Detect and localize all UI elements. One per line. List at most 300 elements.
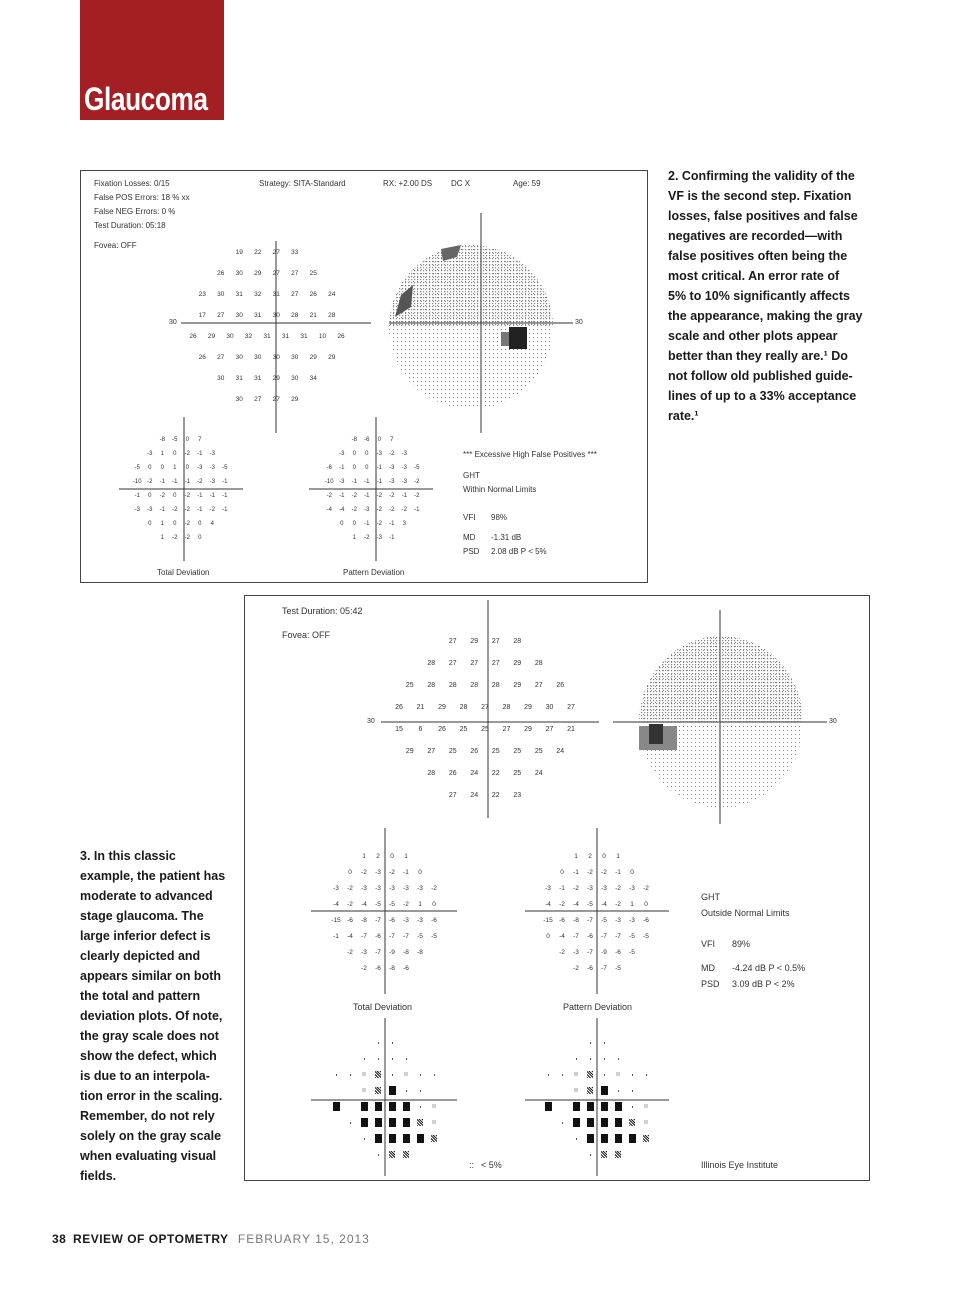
- grid-value: -3: [147, 507, 153, 513]
- grid-value: 21: [416, 704, 425, 711]
- grid-value: -5: [172, 437, 178, 443]
- grid-value: 0: [352, 521, 356, 527]
- grid-value: -9: [389, 949, 395, 956]
- grid-value: -3: [389, 479, 395, 485]
- grid-value: -7: [615, 933, 621, 940]
- grid-value: -1: [364, 479, 370, 485]
- probability-symbol: [375, 1087, 381, 1094]
- grid-value: 15: [395, 726, 403, 733]
- grid-value: 27: [491, 660, 500, 667]
- grid-value: 31: [272, 291, 280, 298]
- probability-symbol: [336, 1074, 338, 1076]
- grid-value: 29: [207, 333, 216, 340]
- probability-symbol: [601, 1134, 608, 1143]
- grid-value: -2: [376, 493, 382, 499]
- grid-value: 30: [272, 312, 280, 319]
- probability-symbol: [646, 1074, 648, 1076]
- grid-value: 30: [226, 333, 234, 340]
- grid-value: -1: [559, 885, 565, 892]
- grid-value: -3: [376, 451, 382, 457]
- grid-value: -2: [361, 965, 367, 972]
- grid-value: 0: [185, 465, 189, 471]
- grid-value: 0: [418, 869, 422, 876]
- grid-value: -2: [431, 885, 437, 892]
- probability-symbol: [350, 1122, 352, 1124]
- grid-value: -1: [209, 493, 215, 499]
- probability-symbol: [434, 1074, 436, 1076]
- probability-symbol: [392, 1058, 394, 1060]
- probability-symbol: [406, 1058, 408, 1060]
- grid-value: -1: [364, 521, 370, 527]
- grid-value: -4: [559, 933, 565, 940]
- vfi-label: VFI: [463, 513, 476, 522]
- grid-value: -5: [389, 901, 395, 908]
- probability-symbol: [643, 1135, 649, 1142]
- probability-symbol: [562, 1074, 564, 1076]
- probability-symbol: [644, 1120, 648, 1124]
- grid-value: -7: [375, 949, 381, 956]
- grid-value: 27: [272, 270, 280, 277]
- probability-symbol: [615, 1134, 622, 1143]
- probability-symbol: [574, 1072, 578, 1076]
- grid-value: -3: [339, 479, 345, 485]
- grid-value: 29: [291, 396, 299, 403]
- grid-value: -3: [134, 507, 140, 513]
- grid-value: -10: [324, 479, 334, 485]
- grid-value: 24: [470, 792, 479, 799]
- grid-value: -8: [417, 949, 423, 956]
- grid-value: -1: [615, 869, 621, 876]
- ght-label: GHT: [701, 892, 720, 902]
- vfi-label: VFI: [701, 939, 716, 949]
- grid-value: -1: [414, 507, 420, 513]
- total-deviation-label: Total Deviation: [353, 1002, 413, 1012]
- section-tab: [80, 0, 224, 120]
- warning-message: *** Excessive High False Positives ***: [463, 450, 597, 459]
- grid-value: 29: [513, 682, 522, 689]
- grid-value: -7: [389, 933, 395, 940]
- probability-symbol: [403, 1118, 410, 1127]
- grid-value: 30: [254, 354, 262, 361]
- grid-value: -2: [147, 479, 153, 485]
- grid-value: -3: [209, 451, 215, 457]
- grid-value: -2: [573, 885, 579, 892]
- grid-value: -1: [333, 933, 339, 940]
- grid-value: -9: [601, 949, 607, 956]
- grid-value: -2: [172, 535, 178, 541]
- probability-symbol: [601, 1118, 608, 1127]
- fovea-status: Fovea: OFF: [94, 241, 137, 250]
- grid-value: -1: [197, 507, 203, 513]
- grid-value: 21: [567, 726, 575, 733]
- grid-value: -6: [375, 965, 381, 972]
- probability-symbol: [576, 1058, 578, 1060]
- grid-value: -3: [403, 917, 409, 924]
- grid-value: 4: [210, 521, 214, 527]
- probability-symbol: [574, 1088, 578, 1092]
- grid-value: 1: [362, 853, 366, 860]
- grid-value: 26: [448, 770, 457, 777]
- grid-value: 32: [254, 291, 262, 298]
- grid-value: -3: [147, 451, 153, 457]
- grid-value: 28: [534, 660, 543, 667]
- grid-value: 29: [524, 726, 532, 733]
- probability-symbol: [587, 1118, 594, 1127]
- grid-value: -5: [615, 965, 621, 972]
- grid-value: 0: [173, 451, 177, 457]
- grid-value: -1: [376, 465, 382, 471]
- psd-label: PSD: [463, 547, 480, 556]
- grid-value: 24: [556, 748, 565, 755]
- grid-value: -7: [375, 917, 381, 924]
- probability-symbol: [361, 1102, 368, 1111]
- grid-value: 25: [534, 748, 543, 755]
- false-neg-errors: False NEG Errors: 0 %: [94, 207, 176, 216]
- probability-symbol: [378, 1058, 380, 1060]
- probability-symbol: [545, 1102, 552, 1111]
- grid-value: -3: [361, 885, 367, 892]
- ght-value: Within Normal Limits: [463, 485, 537, 494]
- grid-value: 30: [235, 312, 243, 319]
- grid-value: -3: [417, 917, 423, 924]
- page-footer: [52, 1232, 370, 1246]
- test-duration: Test Duration: 05:18: [94, 221, 166, 230]
- grid-value: 26: [309, 291, 317, 298]
- grid-value: 1: [352, 535, 356, 541]
- grid-value: -6: [364, 437, 370, 443]
- grid-value: 27: [491, 638, 500, 645]
- grid-value: 24: [534, 770, 543, 777]
- md-label: MD: [463, 533, 476, 542]
- grid-value: -1: [159, 479, 165, 485]
- grid-value: -3: [364, 507, 370, 513]
- grid-value: 1: [160, 535, 164, 541]
- probability-symbol: [604, 1058, 606, 1060]
- probability-symbol: [632, 1106, 634, 1108]
- grid-value: 27: [534, 682, 543, 689]
- grid-value: -2: [361, 869, 367, 876]
- axis-label-left: 30: [169, 319, 177, 326]
- section-title: Glaucoma: [84, 81, 208, 117]
- probability-symbol: [392, 1042, 394, 1044]
- grid-value: -2: [389, 451, 395, 457]
- grid-value: -6: [403, 965, 409, 972]
- grid-value: -6: [615, 949, 621, 956]
- grid-value: 27: [291, 270, 299, 277]
- grid-value: -1: [222, 507, 228, 513]
- probability-symbol: [417, 1134, 424, 1143]
- grid-value: -4: [545, 901, 551, 908]
- probability-symbol: [629, 1134, 636, 1143]
- grid-value: -2: [159, 493, 165, 499]
- grid-value: -2: [351, 507, 357, 513]
- probability-symbol: [389, 1151, 395, 1158]
- grid-value: -6: [559, 917, 565, 924]
- grid-value: -5: [414, 465, 420, 471]
- grid-value: -2: [389, 869, 395, 876]
- grid-value: -3: [417, 885, 423, 892]
- grid-value: 28: [502, 704, 511, 711]
- grid-value: 0: [560, 869, 564, 876]
- grid-value: 0: [432, 901, 436, 908]
- grid-value: -2: [184, 535, 190, 541]
- grid-value: -2: [197, 479, 203, 485]
- figure-1-visual-field-printout: [80, 170, 648, 583]
- grid-value: 27: [545, 726, 554, 733]
- md-value: -4.24 dB P < 0.5%: [732, 963, 806, 973]
- grid-value: -4: [333, 901, 339, 908]
- grid-value: 28: [427, 770, 436, 777]
- grid-value: -2: [587, 869, 593, 876]
- ght-label: GHT: [463, 471, 480, 480]
- grid-value: 31: [254, 375, 262, 382]
- grid-value: -2: [351, 493, 357, 499]
- issue-date: FEBRUARY 15, 2013: [237, 1232, 370, 1246]
- grid-value: -2: [326, 493, 332, 499]
- grid-value: -2: [184, 507, 190, 513]
- grid-value: 1: [418, 901, 422, 908]
- grid-value: 28: [427, 660, 436, 667]
- grid-value: 1: [160, 521, 164, 527]
- grid-value: 22: [491, 770, 500, 777]
- grid-value: -1: [222, 479, 228, 485]
- fovea-status: Fovea: OFF: [282, 630, 331, 640]
- grid-value: -3: [403, 885, 409, 892]
- md-value: -1.31 dB: [491, 533, 522, 542]
- probability-symbol: [389, 1086, 396, 1095]
- probability-symbol: [618, 1090, 620, 1092]
- grid-value: -3: [375, 885, 381, 892]
- grid-value: 31: [263, 333, 271, 340]
- grayscale-plot: [381, 237, 561, 417]
- grid-value: 27: [272, 249, 280, 256]
- probability-symbol: [432, 1104, 436, 1108]
- grid-value: 3: [402, 521, 406, 527]
- grid-value: -7: [573, 933, 579, 940]
- dc-value: DC X: [451, 179, 471, 188]
- probability-symbol: [432, 1120, 436, 1124]
- grid-value: 0: [173, 521, 177, 527]
- grid-value: 26: [438, 726, 446, 733]
- grid-value: -2: [643, 885, 649, 892]
- grid-value: -2: [401, 507, 407, 513]
- pattern-deviation-label: Pattern Deviation: [563, 1002, 633, 1012]
- page-number: 38: [52, 1232, 67, 1246]
- grid-value: 26: [198, 354, 206, 361]
- probability-symbol: [420, 1090, 422, 1092]
- probability-symbol: [389, 1134, 396, 1143]
- grid-value: 28: [470, 682, 479, 689]
- grid-value: 31: [254, 312, 262, 319]
- grid-value: -6: [375, 933, 381, 940]
- probability-symbol: [573, 1118, 580, 1127]
- grayscale-plot: [635, 634, 807, 810]
- age-value: Age: 59: [513, 179, 541, 188]
- grid-value: -3: [401, 479, 407, 485]
- grid-value: -5: [601, 917, 607, 924]
- grid-value: 29: [438, 704, 446, 711]
- grid-value: -7: [361, 933, 367, 940]
- grid-value: 1: [173, 465, 177, 471]
- grid-value: 28: [459, 704, 468, 711]
- grid-value: 25: [513, 770, 522, 777]
- grid-value: 31: [235, 291, 243, 298]
- grid-value: -4: [326, 507, 332, 513]
- grid-value: -8: [389, 965, 395, 972]
- grid-value: 32: [244, 333, 253, 340]
- grid-value: 30: [217, 291, 225, 298]
- grid-value: 22: [254, 249, 262, 256]
- probability-symbol: [362, 1088, 366, 1092]
- grid-value: 30: [235, 270, 243, 277]
- grid-value: -5: [222, 465, 228, 471]
- probability-symbol: [417, 1119, 423, 1126]
- probability-symbol: [392, 1074, 394, 1076]
- grid-value: 29: [272, 375, 280, 382]
- probability-symbol: [590, 1154, 592, 1156]
- md-label: MD: [701, 963, 715, 973]
- probability-symbol: [604, 1074, 606, 1076]
- grid-value: 0: [630, 869, 634, 876]
- grid-value: -4: [361, 901, 367, 908]
- probability-symbol: [576, 1138, 578, 1140]
- total-deviation-label: Total Deviation: [157, 568, 210, 577]
- grid-value: -3: [209, 465, 215, 471]
- probability-symbol: [615, 1151, 621, 1158]
- grid-value: 26: [556, 682, 565, 689]
- grid-value: 1: [574, 853, 578, 860]
- grid-value: 1: [160, 451, 164, 457]
- grid-value: 25: [405, 682, 414, 689]
- grid-value: -1: [364, 493, 370, 499]
- grid-value: -15: [543, 917, 553, 924]
- probability-symbol: [601, 1086, 608, 1095]
- grid-value: -2: [376, 507, 382, 513]
- grid-value: -3: [376, 535, 382, 541]
- grid-value: -8: [351, 437, 357, 443]
- axis-label-right: 30: [829, 718, 837, 725]
- grid-value: 0: [348, 869, 352, 876]
- grid-value: 29: [254, 270, 262, 277]
- probability-symbol: [375, 1134, 382, 1143]
- grid-value: -2: [209, 507, 215, 513]
- grid-value: -3: [389, 885, 395, 892]
- grid-value: 0: [198, 535, 202, 541]
- grid-value: 27: [448, 660, 457, 667]
- grid-value: -8: [159, 437, 165, 443]
- grid-value: 23: [198, 291, 206, 298]
- grid-value: -2: [403, 901, 409, 908]
- grid-value: -4: [573, 901, 579, 908]
- grid-value: -2: [559, 949, 565, 956]
- grid-value: -1: [389, 535, 395, 541]
- probability-symbol: [420, 1074, 422, 1076]
- probability-symbol: [364, 1138, 366, 1140]
- test-duration: Test Duration: 05:42: [282, 606, 363, 616]
- grid-value: 21: [309, 312, 317, 319]
- grid-value: -1: [339, 493, 345, 499]
- grid-value: 27: [217, 312, 225, 319]
- grid-value: -1: [403, 869, 409, 876]
- grid-value: 0: [185, 437, 189, 443]
- probability-symbol: [548, 1074, 550, 1076]
- grid-value: -5: [643, 933, 649, 940]
- probability-symbol: [618, 1058, 620, 1060]
- grid-value: 6: [418, 726, 423, 733]
- grid-value: 28: [291, 312, 299, 319]
- grid-value: -3: [375, 869, 381, 876]
- probability-symbol: [644, 1104, 648, 1108]
- grid-value: 27: [254, 396, 262, 403]
- grid-value: -1: [197, 451, 203, 457]
- grid-value: 27: [481, 704, 489, 711]
- grid-value: 29: [524, 704, 532, 711]
- grid-value: 25: [481, 726, 489, 733]
- axis-label-left: 30: [367, 718, 375, 725]
- grid-value: -5: [417, 933, 423, 940]
- grid-value: -3: [629, 917, 635, 924]
- grid-value: 24: [328, 291, 336, 298]
- grid-value: 23: [513, 792, 522, 799]
- probability-symbol: [364, 1058, 366, 1060]
- institute-name: Illinois Eye Institute: [701, 1160, 779, 1170]
- grid-value: -3: [629, 885, 635, 892]
- grid-value: 26: [470, 748, 479, 755]
- grid-value: 0: [644, 901, 648, 908]
- grid-value: 27: [427, 748, 436, 755]
- grid-value: 7: [198, 437, 202, 443]
- grid-value: 27: [448, 638, 457, 645]
- legend-symbol: ::: [469, 1160, 475, 1170]
- grid-value: 1: [616, 853, 620, 860]
- grid-value: -3: [601, 885, 607, 892]
- grid-value: 0: [148, 493, 152, 499]
- probability-symbol: [406, 1090, 408, 1092]
- grid-value: 29: [513, 660, 522, 667]
- grid-value: 28: [328, 312, 336, 319]
- probability-symbol: [404, 1072, 408, 1076]
- grid-value: -2: [414, 479, 420, 485]
- probability-symbol: [601, 1151, 607, 1158]
- grid-value: -3: [333, 885, 339, 892]
- probability-symbol: [573, 1102, 580, 1111]
- grid-value: 27: [448, 792, 457, 799]
- grid-value: -2: [184, 451, 190, 457]
- grid-value: -2: [615, 885, 621, 892]
- psd-value: 2.08 dB P < 5%: [491, 547, 547, 556]
- grid-value: 2: [376, 853, 380, 860]
- grid-value: -1: [184, 479, 190, 485]
- grid-value: 31: [281, 333, 290, 340]
- grid-value: -6: [431, 917, 437, 924]
- grid-value: -3: [587, 885, 593, 892]
- grid-value: -5: [134, 465, 140, 471]
- grid-value: 0: [365, 465, 369, 471]
- grid-value: 29: [470, 638, 479, 645]
- grid-value: 29: [405, 748, 414, 755]
- grid-value: 30: [235, 396, 243, 403]
- grid-value: -5: [629, 933, 635, 940]
- grid-value: 0: [377, 437, 381, 443]
- probability-symbol: [587, 1102, 594, 1111]
- grid-value: 29: [328, 354, 336, 361]
- grid-value: -1: [222, 493, 228, 499]
- grid-value: -2: [347, 949, 353, 956]
- grid-value: -7: [601, 965, 607, 972]
- probability-symbol: [403, 1134, 410, 1143]
- ght-value: Outside Normal Limits: [701, 908, 790, 918]
- grid-value: -3: [615, 917, 621, 924]
